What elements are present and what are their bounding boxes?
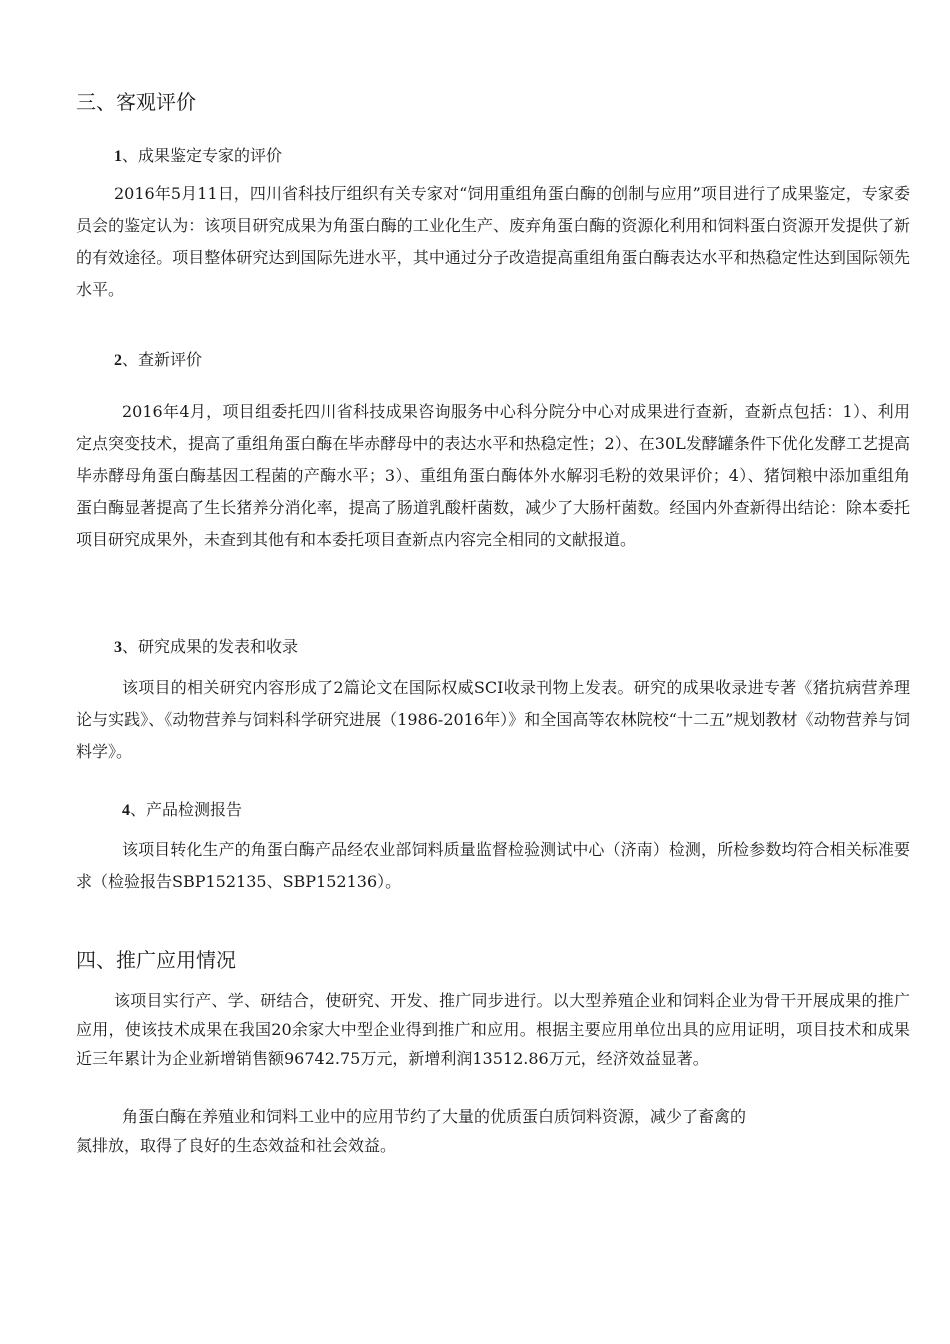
subsection-3-number: 3 bbox=[114, 639, 122, 656]
section-4-heading: 四、推广应用情况 bbox=[76, 948, 236, 972]
section-4-paragraph-2-line-2: 氮排放，取得了良好的生态效益和社会效益。 bbox=[76, 1136, 397, 1155]
subsection-1-number: 1 bbox=[114, 148, 122, 165]
subsection-2-body: 2016年4月，项目组委托四川省科技成果咨询服务中心科分院分中心对成果进行查新，查新点包括：1）、利用定点突变技术，提高了重组角蛋白酶在毕赤酵母中的表达水平和热稳定性；2）、在30L发酵罐条件下优化发酵工艺提高毕赤酵母角蛋白酶基因工程菌的产酶水平；3）、重组角蛋白酶体外水解羽毛粉的效果评价；4）、猪饲粮中添加重组角蛋白酶显著提高了生长猪养分消化率，提高了肠道乳酸杆菌数，减少了大肠杆菌数。经国内外查新得出结论：除本委托项目研究成果外，未查到其他有和本委托项目查新点内容完全相同的文献报道。 bbox=[76, 402, 910, 549]
subsection-1-body: 2016年5月11日，四川省科技厅组织有关专家对“饲用重组角蛋白酶的创制与应用”项目进行了成果鉴定，专家委员会的鉴定认为：该项目研究成果为角蛋白酶的工业化生产、废弃角蛋白酶的资源化利用和饲料蛋白资源开发提供了新的有效途径。项目整体研究达到国际先进水平，其中通过分子改造提高重组角蛋白酶表达水平和热稳定性达到国际领先水平。 bbox=[76, 184, 910, 299]
section-4-paragraph-2-line-1: 角蛋白酶在养殖业和饲料工业中的应用节约了大量的优质蛋白质饲料资源，减少了畜禽的 bbox=[122, 1107, 747, 1126]
subsection-3-body: 该项目的相关研究内容形成了2篇论文在国际权威SCI收录刊物上发表。研究的成果收录进专著《猪抗病营养理论与实践》、《动物营养与饲料科学研究进展（1986-2016年）》和全国高等农林院校“十二五”规划教材《动物营养与饲料学》。 bbox=[76, 678, 910, 761]
subsection-4-number: 4 bbox=[122, 802, 130, 819]
subsection-3-label: 、研究成果的发表和收录 bbox=[122, 637, 299, 656]
section-4-paragraph-1: 该项目实行产、学、研结合，使研究、开发、推广同步进行。以大型养殖企业和饲料企业为骨干开展成果的推广应用，使该技术成果在我国20余家大中型企业得到推广和应用。根据主要应用单位出具的应用证明，项目技术和成果近三年累计为企业新增销售额96742.75万元，新增利润13512.86万元，经济效益显著。 bbox=[76, 991, 910, 1068]
subsection-4-heading bbox=[122, 799, 242, 822]
subsection-3-heading bbox=[114, 636, 298, 659]
subsection-4-label: 、产品检测报告 bbox=[130, 800, 243, 819]
subsection-1-heading bbox=[114, 145, 282, 168]
subsection-2-number: 2 bbox=[114, 352, 122, 369]
section-3-heading: 三、客观评价 bbox=[76, 90, 196, 114]
subsection-2-label: 、查新评价 bbox=[122, 350, 203, 369]
subsection-4-body: 该项目转化生产的角蛋白酶产品经农业部饲料质量监督检验测试中心（济南）检测，所检参数均符合相关标准要求（检验报告SBP152135、SBP152136）。 bbox=[76, 840, 910, 891]
subsection-2-heading bbox=[114, 349, 202, 372]
subsection-1-label: 、成果鉴定专家的评价 bbox=[122, 146, 283, 165]
